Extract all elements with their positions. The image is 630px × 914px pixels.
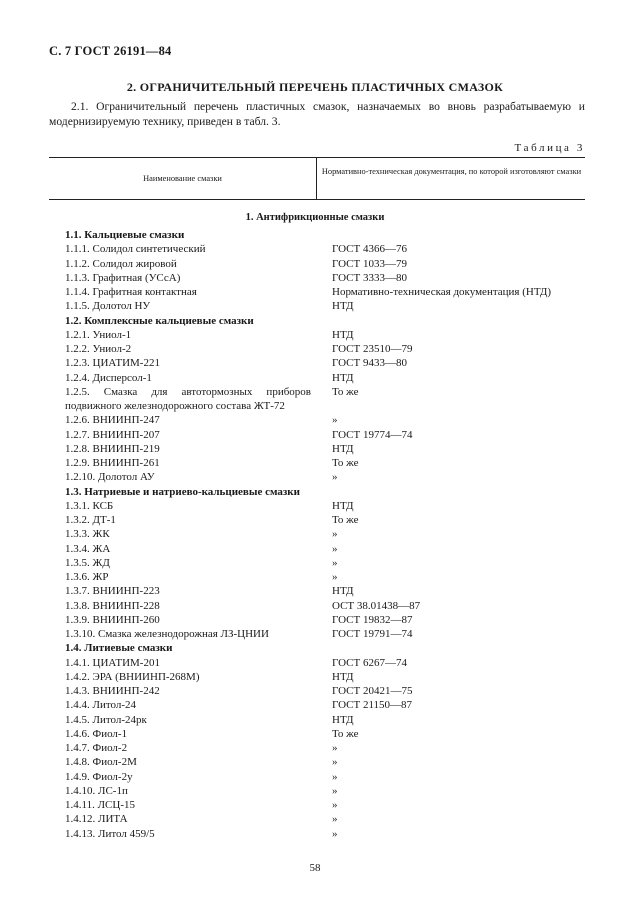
normative-document: НТД bbox=[332, 713, 354, 726]
table-row bbox=[49, 613, 585, 627]
lubricant-name: 1.1.1. Солидол синтетический bbox=[65, 243, 206, 256]
subgroup-heading-row bbox=[49, 485, 585, 499]
table-row bbox=[49, 684, 585, 698]
lubricant-name: 1.4.10. ЛС-1п bbox=[65, 784, 128, 797]
column-header-name: Наименование смазки bbox=[143, 174, 222, 183]
lubricant-name: 1.4.12. ЛИТА bbox=[65, 813, 128, 826]
lubricant-name: 1.4.13. Литол 459/5 bbox=[65, 827, 155, 840]
normative-document: ГОСТ 19791—74 bbox=[332, 628, 413, 640]
lubricant-name: 1.1.5. Долотол НУ bbox=[65, 300, 151, 313]
table-row bbox=[49, 741, 585, 755]
table-row bbox=[49, 271, 585, 285]
table-row bbox=[49, 784, 585, 798]
normative-document: » bbox=[332, 414, 338, 427]
normative-document: То же bbox=[332, 727, 359, 740]
normative-document: » bbox=[332, 770, 338, 783]
lubricant-name: 1.3.6. ЖР bbox=[65, 571, 109, 583]
normative-document: То же bbox=[332, 385, 359, 398]
normative-document: » bbox=[332, 784, 338, 797]
subgroup-heading: 1.4. Литиевые смазки bbox=[65, 642, 173, 655]
normative-document: НТД bbox=[332, 300, 354, 313]
table-body bbox=[49, 228, 585, 841]
table-row bbox=[49, 413, 585, 427]
lubricant-name: 1.3.2. ДТ-1 bbox=[65, 514, 116, 526]
table-row bbox=[49, 257, 585, 271]
table-row bbox=[49, 428, 585, 442]
table-row bbox=[49, 770, 585, 784]
table-row bbox=[49, 556, 585, 570]
table-row bbox=[49, 798, 585, 812]
table-row bbox=[49, 656, 585, 670]
lubricant-name: 1.3.1. КСБ bbox=[65, 499, 114, 512]
table-top-rule bbox=[49, 157, 585, 158]
lubricant-name: 1.2.7. ВНИИНП-207 bbox=[65, 428, 160, 441]
lubricant-name: 1.4.7. Фиол-2 bbox=[65, 742, 128, 754]
normative-document: » bbox=[332, 542, 338, 555]
lubricant-name: 1.2.1. Униол-1 bbox=[65, 328, 132, 341]
normative-document: » bbox=[332, 528, 338, 541]
table-row bbox=[49, 499, 585, 513]
lubricant-name: 1.4.5. Литол-24рк bbox=[65, 713, 147, 726]
lubricant-name: 1.3.4. ЖА bbox=[65, 542, 111, 555]
normative-document: » bbox=[332, 799, 338, 811]
normative-document: » bbox=[332, 471, 338, 484]
table-row bbox=[49, 470, 585, 484]
normative-document: То же bbox=[332, 457, 359, 469]
table-row bbox=[49, 299, 585, 313]
table-row bbox=[49, 285, 585, 299]
normative-document: ГОСТ 6267—74 bbox=[332, 656, 407, 669]
lubricant-name: 1.2.3. ЦИАТИМ-221 bbox=[65, 357, 160, 370]
subgroup-heading: 1.1. Кальциевые смазки bbox=[65, 229, 185, 241]
lubricant-name: 1.2.2. Униол-2 bbox=[65, 343, 132, 355]
normative-document: ГОСТ 3333—80 bbox=[332, 271, 407, 284]
normative-document: ГОСТ 4366—76 bbox=[332, 243, 407, 256]
lubricant-name: 1.1.2. Солидол жировой bbox=[65, 257, 177, 270]
lubricant-name: 1.4.9. Фиол-2у bbox=[65, 770, 133, 783]
lubricant-name: 1.4.11. ЛСЦ-15 bbox=[65, 799, 135, 811]
table-row bbox=[49, 356, 585, 370]
section-title: 2. ОГРАНИЧИТЕЛЬНЫЙ ПЕРЕЧЕНЬ ПЛАСТИЧНЫХ СМАЗОК bbox=[126, 80, 504, 94]
normative-document: НТД bbox=[332, 670, 354, 683]
table-row bbox=[49, 242, 585, 256]
table-row bbox=[49, 670, 585, 684]
normative-document: ГОСТ 9433—80 bbox=[332, 357, 407, 370]
table-row bbox=[49, 627, 585, 641]
subgroup-heading: 1.3. Натриевые и натриево-кальциевые смазки bbox=[65, 485, 300, 498]
table-row bbox=[49, 385, 585, 414]
lubricant-name: 1.2.9. ВНИИНП-261 bbox=[65, 457, 160, 469]
subgroup-heading-row bbox=[49, 641, 585, 655]
normative-document: ГОСТ 21150—87 bbox=[332, 699, 413, 712]
normative-document: НТД bbox=[332, 585, 354, 598]
lubricant-name: 1.2.6. ВНИИНП-247 bbox=[65, 414, 160, 427]
normative-document: То же bbox=[332, 514, 359, 526]
lubricant-name: 1.4.3. ВНИИНП-242 bbox=[65, 685, 160, 697]
table-column-divider bbox=[316, 157, 317, 199]
table-label: Таблица 3 bbox=[514, 142, 585, 154]
normative-document: ГОСТ 20421—75 bbox=[332, 685, 413, 697]
normative-document: ГОСТ 19774—74 bbox=[332, 428, 413, 441]
page-header: С. 7 ГОСТ 26191—84 bbox=[49, 44, 172, 58]
normative-document: » bbox=[332, 813, 338, 826]
table-row bbox=[49, 827, 585, 841]
subgroup-heading-row bbox=[49, 314, 585, 328]
normative-document: » bbox=[332, 556, 338, 569]
normative-document: НТД bbox=[332, 328, 354, 341]
table-row bbox=[49, 513, 585, 527]
normative-document: » bbox=[332, 742, 338, 754]
lubricant-name: 1.2.4. Дисперсол-1 bbox=[65, 371, 152, 384]
lubricant-name: 1.3.8. ВНИИНП-228 bbox=[65, 599, 160, 612]
table-row bbox=[49, 342, 585, 356]
intro-paragraph: 2.1. Ограничительный перечень пластичных смазок, назначаемых во вновь разрабатываемую и модернизируемую технику, приведен в табл. 3. bbox=[49, 100, 585, 128]
lubricant-name: 1.1.3. Графитная (УСсА) bbox=[65, 271, 181, 284]
normative-document: » bbox=[332, 756, 338, 769]
table-row bbox=[49, 755, 585, 769]
group-title: 1. Антифрикционные смазки bbox=[245, 212, 385, 223]
lubricant-name: 1.1.4. Графитная контактная bbox=[65, 286, 197, 298]
normative-document: НТД bbox=[332, 371, 354, 384]
lubricant-name: 1.4.8. Фиол-2М bbox=[65, 756, 137, 769]
lubricant-name: 1.4.1. ЦИАТИМ-201 bbox=[65, 656, 160, 669]
page-number: 58 bbox=[309, 862, 321, 874]
lubricant-name: 1.3.10. Смазка железнодорожная ЛЗ-ЦНИИ bbox=[65, 628, 269, 640]
table-row bbox=[49, 527, 585, 541]
subgroup-heading-row bbox=[49, 228, 585, 242]
table-row bbox=[49, 542, 585, 556]
table-header-rule bbox=[49, 199, 585, 200]
table-row bbox=[49, 442, 585, 456]
lubricant-name: 1.2.5. Смазка для автотормозных приборов подвижного железнодорожного состава ЖТ-72 bbox=[65, 385, 311, 412]
normative-document: Нормативно-техническая документация (НТД) bbox=[332, 286, 552, 298]
lubricant-name: 1.3.3. ЖК bbox=[65, 528, 110, 541]
normative-document: ГОСТ 1033—79 bbox=[332, 257, 407, 270]
table-row bbox=[49, 570, 585, 584]
normative-document: ГОСТ 23510—79 bbox=[332, 343, 413, 355]
normative-document: » bbox=[332, 571, 338, 583]
table-row bbox=[49, 456, 585, 470]
table-row bbox=[49, 698, 585, 712]
table-row bbox=[49, 599, 585, 613]
normative-document: НТД bbox=[332, 442, 354, 455]
column-header-docs: Нормативно-техническая документация, по которой изготовляют смазки bbox=[321, 167, 582, 176]
normative-document: НТД bbox=[332, 499, 354, 512]
table-row bbox=[49, 727, 585, 741]
lubricant-name: 1.4.4. Литол-24 bbox=[65, 699, 137, 712]
lubricant-name: 1.2.10. Долотол АУ bbox=[65, 471, 155, 484]
lubricant-name: 1.4.2. ЭРА (ВНИИНП-268М) bbox=[65, 670, 200, 683]
normative-document: ОСТ 38.01438—87 bbox=[332, 599, 421, 612]
normative-document: » bbox=[332, 827, 338, 840]
table-row bbox=[49, 328, 585, 342]
lubricant-name: 1.3.7. ВНИИНП-223 bbox=[65, 585, 160, 598]
lubricant-name: 1.4.6. Фиол-1 bbox=[65, 727, 128, 740]
table-row bbox=[49, 371, 585, 385]
lubricant-name: 1.3.9. ВНИИНП-260 bbox=[65, 613, 160, 626]
normative-document: ГОСТ 19832—87 bbox=[332, 613, 413, 626]
lubricant-name: 1.3.5. ЖД bbox=[65, 556, 110, 569]
table-row bbox=[49, 584, 585, 598]
subgroup-heading: 1.2. Комплексные кальциевые смазки bbox=[65, 314, 254, 327]
table-row bbox=[49, 812, 585, 826]
lubricant-name: 1.2.8. ВНИИНП-219 bbox=[65, 442, 160, 455]
table-row bbox=[49, 713, 585, 727]
